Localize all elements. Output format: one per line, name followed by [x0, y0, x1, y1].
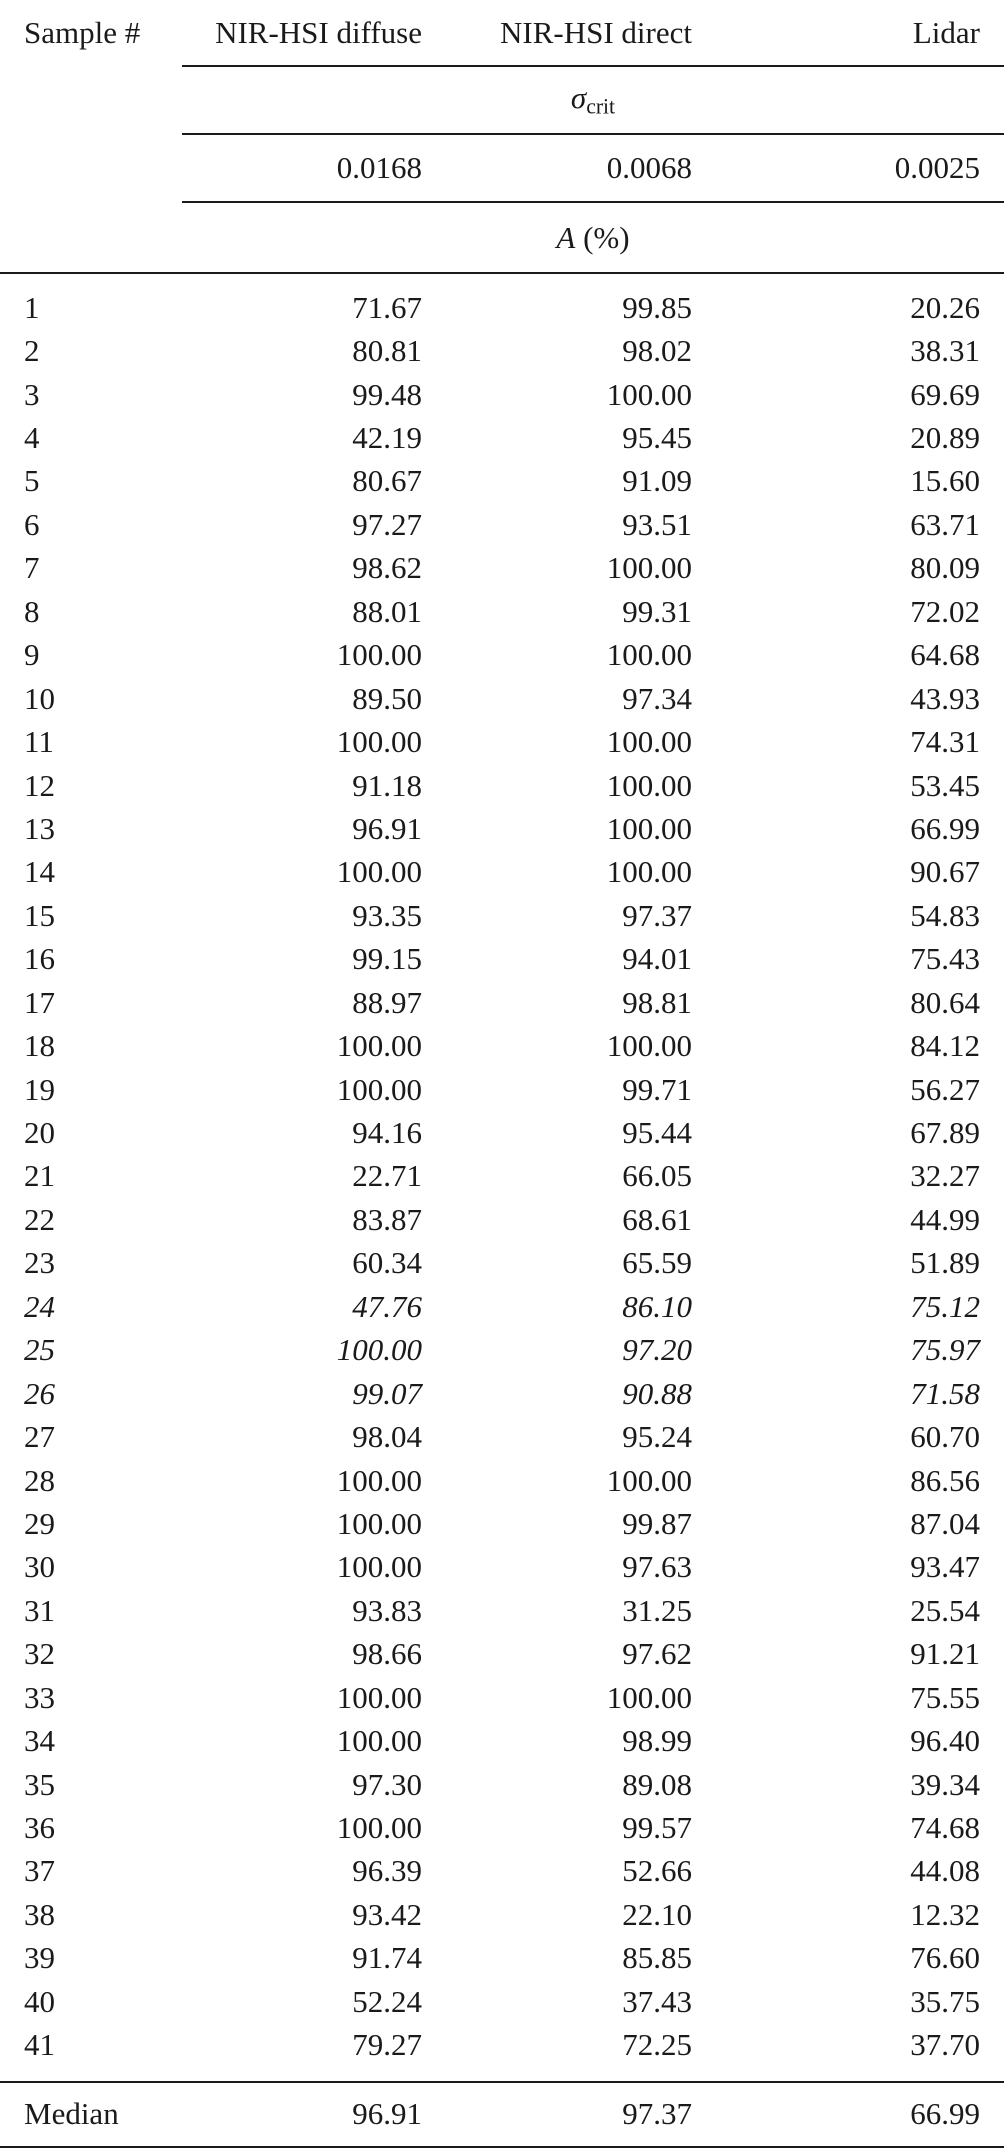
lidar-value: 38.31: [910, 333, 980, 369]
lidar-value: 84.12: [910, 1028, 980, 1064]
lidar-value: 66.99: [910, 810, 980, 846]
nir-hsi-direct-value: 22.10: [622, 1896, 692, 1932]
lidar-value: 80.09: [910, 550, 980, 586]
nir-hsi-diffuse-value: 52.24: [352, 1983, 422, 2019]
lidar-value: 20.26: [910, 289, 980, 325]
table-row: [0, 1155, 1004, 1198]
sample-number: 4: [24, 420, 40, 456]
nir-hsi-direct-value: 97.62: [622, 1636, 692, 1672]
nir-hsi-diffuse-value: 42.19: [352, 420, 422, 456]
table-row: [0, 547, 1004, 590]
sample-number: 20: [24, 1115, 55, 1151]
lidar-value: 80.64: [910, 984, 980, 1020]
nir-hsi-diffuse-value: 100.00: [336, 1071, 422, 1107]
sigma-symbol: σ: [570, 80, 587, 116]
a-unit: (%): [583, 219, 630, 255]
nir-hsi-diffuse-value: 96.39: [352, 1853, 422, 1889]
lidar-value: 75.55: [910, 1679, 980, 1715]
lidar-value: 96.40: [910, 1723, 980, 1759]
lidar-value: 25.54: [910, 1592, 980, 1628]
nir-hsi-diffuse-value: 99.48: [352, 376, 422, 412]
table-row: [0, 807, 1004, 850]
table-row: [0, 1676, 1004, 1719]
table-row: [0, 1937, 1004, 1980]
nir-hsi-diffuse-value: 99.07: [352, 1375, 422, 1411]
table-row: [0, 503, 1004, 546]
nir-hsi-direct-value: 89.08: [622, 1766, 692, 1802]
table-row: [0, 329, 1004, 372]
nir-hsi-diffuse-value: 97.27: [352, 506, 422, 542]
table-row: [0, 1763, 1004, 1806]
median-diffuse: 96.91: [182, 2082, 452, 2147]
nir-hsi-diffuse-value: 98.66: [352, 1636, 422, 1672]
sample-number: 13: [24, 810, 55, 846]
nir-hsi-direct-value: 99.87: [622, 1505, 692, 1541]
sample-number: 21: [24, 1158, 55, 1194]
nir-hsi-direct-value: 52.66: [622, 1853, 692, 1889]
sample-number: 36: [24, 1810, 55, 1846]
table-row: [0, 1459, 1004, 1502]
table-row: [0, 1589, 1004, 1632]
nir-hsi-diffuse-value: 100.00: [336, 637, 422, 673]
nir-hsi-direct-value: 99.57: [622, 1810, 692, 1846]
sample-number: 8: [24, 593, 40, 629]
table-row: [0, 677, 1004, 720]
table-row: [0, 416, 1004, 459]
sigma-value-direct: 0.0068: [452, 134, 722, 202]
lidar-value: 63.71: [910, 506, 980, 542]
nir-hsi-direct-value: 95.45: [622, 420, 692, 456]
nir-hsi-direct-value: 31.25: [622, 1592, 692, 1628]
sample-number: 9: [24, 637, 40, 673]
nir-hsi-direct-value: 100.00: [606, 724, 692, 760]
nir-hsi-direct-value: 100.00: [606, 1028, 692, 1064]
sample-number: 22: [24, 1201, 55, 1237]
nir-hsi-direct-value: 100.00: [606, 1679, 692, 1715]
nir-hsi-direct-value: 66.05: [622, 1158, 692, 1194]
a-label-row: [0, 202, 1004, 273]
table-row: [0, 1893, 1004, 1936]
sample-number: 27: [24, 1419, 55, 1455]
table-row: [0, 634, 1004, 677]
nir-hsi-diffuse-value: 94.16: [352, 1115, 422, 1151]
sample-number: 41: [24, 2027, 55, 2063]
lidar-value: 74.68: [910, 1810, 980, 1846]
table-row: [0, 273, 1004, 329]
nir-hsi-direct-value: 68.61: [622, 1201, 692, 1237]
nir-hsi-diffuse-value: 100.00: [336, 1723, 422, 1759]
header-nir-hsi-direct: NIR-HSI direct: [452, 0, 722, 66]
sample-number: 18: [24, 1028, 55, 1064]
nir-hsi-direct-value: 100.00: [606, 637, 692, 673]
table-row: [0, 1198, 1004, 1241]
nir-hsi-direct-value: 98.02: [622, 333, 692, 369]
nir-hsi-diffuse-value: 91.74: [352, 1940, 422, 1976]
sample-number: 33: [24, 1679, 55, 1715]
table-row: [0, 1372, 1004, 1415]
header-row: [0, 0, 1004, 66]
sample-number: 39: [24, 1940, 55, 1976]
sigma-crit-label: [182, 66, 1004, 134]
sample-number: 29: [24, 1505, 55, 1541]
nir-hsi-direct-value: 97.37: [622, 897, 692, 933]
table-row: [0, 938, 1004, 981]
table-row: [0, 894, 1004, 937]
sample-number: 32: [24, 1636, 55, 1672]
lidar-value: 76.60: [910, 1940, 980, 1976]
sample-number: 1: [24, 289, 40, 325]
lidar-value: 74.31: [910, 724, 980, 760]
nir-hsi-diffuse-value: 100.00: [336, 854, 422, 890]
sample-number: 2: [24, 333, 40, 369]
lidar-value: 54.83: [910, 897, 980, 933]
sigma-subscript: crit: [586, 94, 616, 119]
sample-number: 10: [24, 680, 55, 716]
nir-hsi-diffuse-value: 98.62: [352, 550, 422, 586]
sigma-value-diffuse: 0.0168: [182, 134, 452, 202]
nir-hsi-direct-value: 86.10: [622, 1288, 692, 1324]
sample-number: 28: [24, 1462, 55, 1498]
table-row: [0, 720, 1004, 763]
nir-hsi-diffuse-value: 88.01: [352, 593, 422, 629]
sample-number: 31: [24, 1592, 55, 1628]
sample-number: 19: [24, 1071, 55, 1107]
table-row: [0, 1719, 1004, 1762]
median-row: [0, 2082, 1004, 2147]
nir-hsi-diffuse-value: 93.35: [352, 897, 422, 933]
table-row: [0, 851, 1004, 894]
lidar-value: 67.89: [910, 1115, 980, 1151]
a-symbol: A: [556, 219, 576, 255]
nir-hsi-diffuse-value: 93.42: [352, 1896, 422, 1932]
sample-number: 17: [24, 984, 55, 1020]
a-percent-label: [182, 202, 1004, 273]
sample-number: 14: [24, 854, 55, 890]
table-row: [0, 460, 1004, 503]
nir-hsi-diffuse-value: 80.81: [352, 333, 422, 369]
table-row: [0, 1546, 1004, 1589]
table-body: [0, 273, 1004, 2082]
lidar-value: 43.93: [910, 680, 980, 716]
lidar-value: 12.32: [910, 1896, 980, 1932]
nir-hsi-diffuse-value: 100.00: [336, 1462, 422, 1498]
nir-hsi-direct-value: 95.44: [622, 1115, 692, 1151]
sample-number: 24: [24, 1288, 55, 1324]
nir-hsi-direct-value: 93.51: [622, 506, 692, 542]
nir-hsi-diffuse-value: 88.97: [352, 984, 422, 1020]
header-nir-hsi-diffuse: NIR-HSI diffuse: [182, 0, 452, 66]
nir-hsi-direct-value: 65.59: [622, 1245, 692, 1281]
median-lidar: 66.99: [722, 2082, 1004, 2147]
nir-hsi-diffuse-value: 71.67: [352, 289, 422, 325]
nir-hsi-direct-value: 100.00: [606, 1462, 692, 1498]
sample-number: 7: [24, 550, 40, 586]
nir-hsi-direct-value: 100.00: [606, 767, 692, 803]
lidar-value: 32.27: [910, 1158, 980, 1194]
nir-hsi-direct-value: 97.34: [622, 680, 692, 716]
lidar-value: 15.60: [910, 463, 980, 499]
sample-number: 23: [24, 1245, 55, 1281]
nir-hsi-direct-value: 99.71: [622, 1071, 692, 1107]
lidar-value: 75.12: [910, 1288, 980, 1324]
table-row: [0, 1242, 1004, 1285]
table-row: [0, 1633, 1004, 1676]
table-row: [0, 1285, 1004, 1328]
nir-hsi-diffuse-value: 99.15: [352, 941, 422, 977]
nir-hsi-diffuse-value: 100.00: [336, 1679, 422, 1715]
lidar-value: 93.47: [910, 1549, 980, 1585]
sample-number: 5: [24, 463, 40, 499]
nir-hsi-diffuse-value: 97.30: [352, 1766, 422, 1802]
table-row: [0, 981, 1004, 1024]
sample-number: 30: [24, 1549, 55, 1585]
table-row: [0, 1024, 1004, 1067]
lidar-value: 20.89: [910, 420, 980, 456]
lidar-value: 35.75: [910, 1983, 980, 2019]
sample-number: 37: [24, 1853, 55, 1889]
nir-hsi-direct-value: 100.00: [606, 376, 692, 412]
nir-hsi-diffuse-value: 80.67: [352, 463, 422, 499]
sample-number: 11: [24, 724, 54, 760]
sample-number: 15: [24, 897, 55, 933]
lidar-value: 71.58: [910, 1375, 980, 1411]
lidar-value: 72.02: [910, 593, 980, 629]
lidar-value: 90.67: [910, 854, 980, 890]
header-sample: Sample #: [24, 15, 141, 50]
nir-hsi-diffuse-value: 100.00: [336, 724, 422, 760]
table-row: [0, 1806, 1004, 1849]
sample-number: 26: [24, 1375, 55, 1411]
nir-hsi-direct-value: 94.01: [622, 941, 692, 977]
nir-hsi-diffuse-value: 100.00: [336, 1549, 422, 1585]
table-row: [0, 1980, 1004, 2023]
lidar-value: 91.21: [910, 1636, 980, 1672]
nir-hsi-diffuse-value: 93.83: [352, 1592, 422, 1628]
nir-hsi-diffuse-value: 47.76: [352, 1288, 422, 1324]
lidar-value: 60.70: [910, 1419, 980, 1455]
nir-hsi-diffuse-value: 96.91: [352, 810, 422, 846]
nir-hsi-diffuse-value: 100.00: [336, 1028, 422, 1064]
lidar-value: 44.08: [910, 1853, 980, 1889]
nir-hsi-direct-value: 99.31: [622, 593, 692, 629]
sample-number: 25: [24, 1332, 55, 1368]
nir-hsi-direct-value: 99.85: [622, 289, 692, 325]
nir-hsi-diffuse-value: 89.50: [352, 680, 422, 716]
nir-hsi-diffuse-value: 100.00: [336, 1810, 422, 1846]
table-row: [0, 1068, 1004, 1111]
sample-number: 16: [24, 941, 55, 977]
sigma-values-row: [0, 134, 1004, 202]
lidar-value: 56.27: [910, 1071, 980, 1107]
sample-number: 6: [24, 506, 40, 542]
lidar-value: 51.89: [910, 1245, 980, 1281]
lidar-value: 64.68: [910, 637, 980, 673]
table-row: [0, 2024, 1004, 2082]
nir-hsi-diffuse-value: 98.04: [352, 1419, 422, 1455]
lidar-value: 39.34: [910, 1766, 980, 1802]
table-row: [0, 1111, 1004, 1154]
nir-hsi-diffuse-value: 60.34: [352, 1245, 422, 1281]
sample-number: 35: [24, 1766, 55, 1802]
nir-hsi-direct-value: 100.00: [606, 550, 692, 586]
nir-hsi-direct-value: 98.81: [622, 984, 692, 1020]
sigma-label-row: [0, 66, 1004, 134]
lidar-value: 86.56: [910, 1462, 980, 1498]
table-row: [0, 373, 1004, 416]
sample-number: 34: [24, 1723, 55, 1759]
nir-hsi-direct-value: 90.88: [622, 1375, 692, 1411]
nir-hsi-direct-value: 97.20: [622, 1332, 692, 1368]
nir-hsi-diffuse-value: 91.18: [352, 767, 422, 803]
sample-number: 40: [24, 1983, 55, 2019]
nir-hsi-direct-value: 85.85: [622, 1940, 692, 1976]
nir-hsi-direct-value: 95.24: [622, 1419, 692, 1455]
lidar-value: 44.99: [910, 1201, 980, 1237]
table-row: [0, 1329, 1004, 1372]
nir-hsi-diffuse-value: 83.87: [352, 1201, 422, 1237]
nir-hsi-direct-value: 91.09: [622, 463, 692, 499]
nir-hsi-diffuse-value: 79.27: [352, 2027, 422, 2063]
median-direct: 97.37: [452, 2082, 722, 2147]
lidar-value: 75.97: [910, 1332, 980, 1368]
lidar-value: 53.45: [910, 767, 980, 803]
nir-hsi-direct-value: 37.43: [622, 1983, 692, 2019]
sample-number: 3: [24, 376, 40, 412]
nir-hsi-direct-value: 100.00: [606, 810, 692, 846]
nir-hsi-diffuse-value: 22.71: [352, 1158, 422, 1194]
sample-number: 38: [24, 1896, 55, 1932]
lidar-value: 75.43: [910, 941, 980, 977]
sample-number: 12: [24, 767, 55, 803]
nir-hsi-direct-value: 97.63: [622, 1549, 692, 1585]
table-row: [0, 764, 1004, 807]
nir-hsi-diffuse-value: 100.00: [336, 1505, 422, 1541]
table-row: [0, 1415, 1004, 1458]
nir-hsi-direct-value: 98.99: [622, 1723, 692, 1759]
nir-hsi-direct-value: 72.25: [622, 2027, 692, 2063]
nir-hsi-direct-value: 100.00: [606, 854, 692, 890]
nir-hsi-diffuse-value: 100.00: [336, 1332, 422, 1368]
median-label: Median: [0, 2082, 182, 2147]
sigma-value-lidar: 0.0025: [722, 134, 1004, 202]
table-row: [0, 1850, 1004, 1893]
table-row: [0, 1502, 1004, 1545]
lidar-value: 69.69: [910, 376, 980, 412]
table-row: [0, 590, 1004, 633]
lidar-value: 37.70: [910, 2027, 980, 2063]
header-lidar: Lidar: [722, 0, 1004, 66]
lidar-value: 87.04: [910, 1505, 980, 1541]
